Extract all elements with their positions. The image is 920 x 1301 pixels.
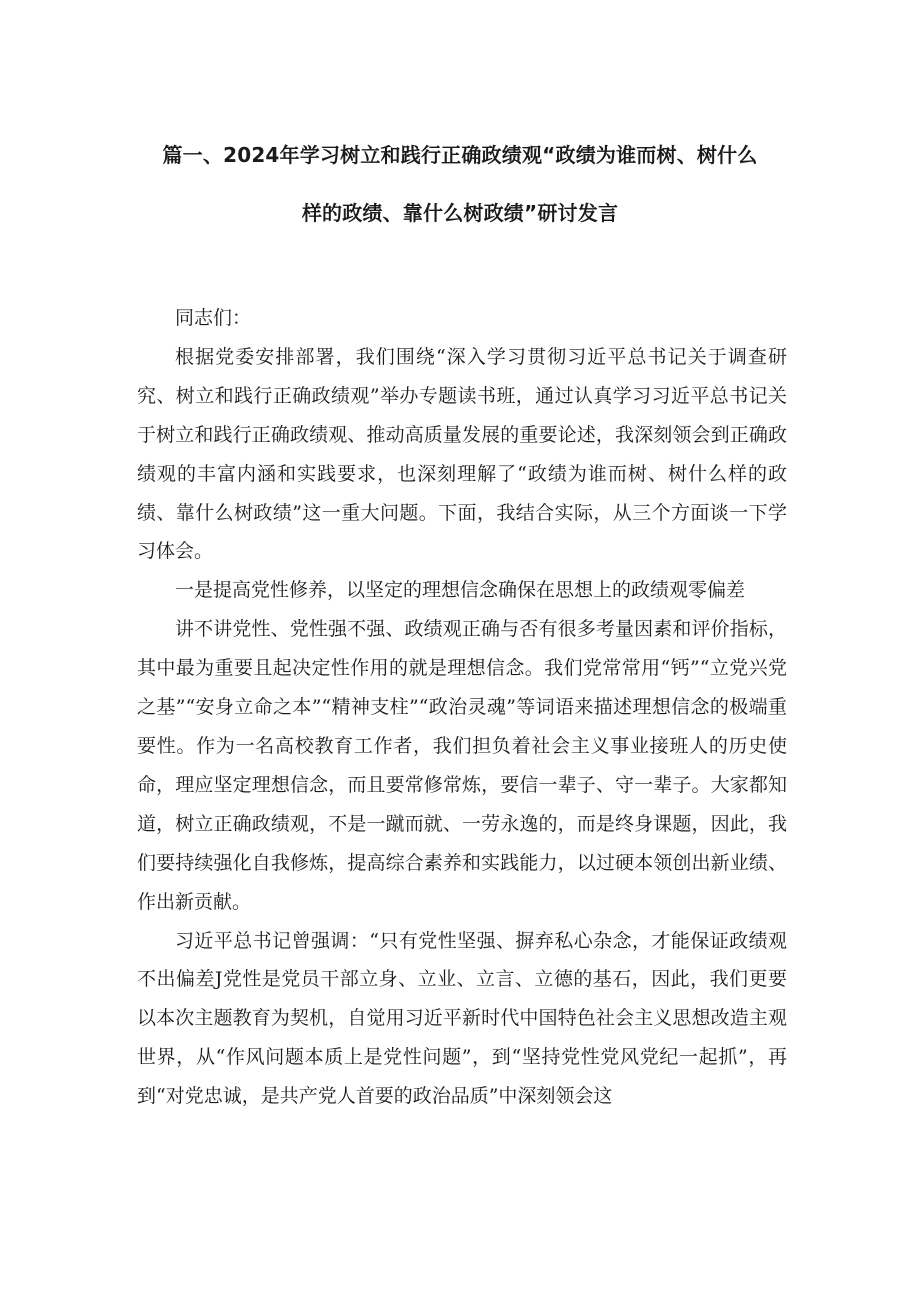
document-body (137, 299, 787, 1116)
body-paragraph: 根据党委安排部署，我们围绕“深入学习贯彻习近平总书记关于调查研究、树立和践行正确政绩观”举办专题读书班，通过认真学习习近平总书记关于树立和践行正确政绩观、推动高质量发展的重要论述，我深刻领会到正确政绩观的丰富内涵和实践要求，也深刻理解了“政绩为谁而树、树什么样的政绩、靠什么树政绩”这一重大问题。下面，我结合实际，从三个方面谈一下学习体会。 (137, 345, 787, 563)
document-title-line-2: 样的政绩、靠什么树政绩”研讨发言 (301, 201, 619, 225)
document-title-line-1: 篇一、2024年学习树立和践行正确政绩观“政绩为谁而树、树什么 (162, 143, 758, 167)
body-paragraph: 习近平总书记曾强调：“只有党性坚强、摒弃私心杂念，才能保证政绩观不出偏差J党性是党员干部立身、立业、立言、立德的基石，因此，我们更要以本次主题教育为契机，自觉用习近平新时代中国特色社会主义思想改造主观世界，从“作风问题本质上是党性问题”，到“坚持党性党风党纪一起抓”，再到“对党忠诚，是共产党人首要的政治品质”中深刻领会这 (137, 929, 787, 1108)
salutation: 同志们： (175, 307, 252, 329)
body-paragraph: 讲不讲党性、党性强不强、政绩观正确与否有很多考量因素和评价指标，其中最为重要且起决定性作用的就是理想信念。我们党常常用“钙”“立党兴党之基”“安身立命之本”“精神支柱”“政治灵魂”等词语来描述理想信念的极端重要性。作为一名高校教育工作者，我们担负着社会主义事业接班人的历史使命，理应坚定理想信念，而且要常修常炼，要信一辈子、守一辈子。大家都知道，树立正确政绩观，不是一蹴而就、一劳永逸的，而是终身课题，因此，我们要持续强化自我修炼，提高综合素养和实践能力，以过硬本领创出新业绩、作出新贡献。 (137, 618, 787, 913)
section-heading: 一是提高党性修养，以坚定的理想信念确保在思想上的政绩观零偏差 (175, 579, 746, 602)
